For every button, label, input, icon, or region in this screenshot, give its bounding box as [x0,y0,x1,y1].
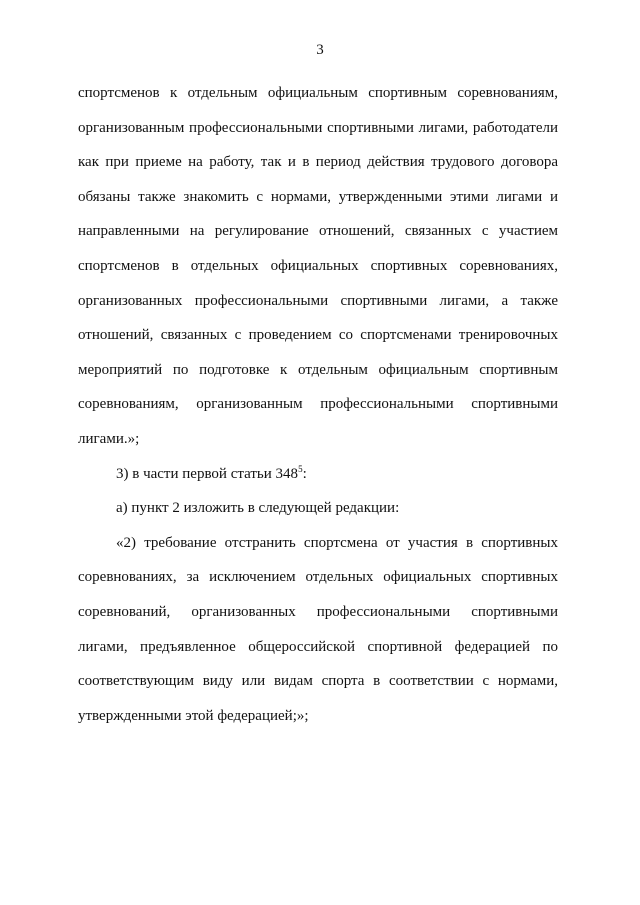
paragraph-quoted-clause: «2) требование отстранить спортсмена от участия в спортивных соревнованиях, за исключением отдельных официальных спортивных соревнований, организованных профессиональными спортивными лигами, предъявленное общероссийской спортивной федерацией по соответствующим виду или видам спорта в соответствии с нормами, утвержденными этой федерацией;»; [78,534,558,724]
paragraph-subitem-a: а) пункт 2 изложить в следующей редакции: [116,500,400,517]
article-superscript: 5 [298,463,303,474]
item-3-suffix: : [302,465,307,482]
document-body [78,76,558,733]
item-3-text: 3) в части первой статьи 348 [116,465,299,482]
paragraph-continuation: спортсменов к отдельным официальным спортивным соревнованиям, организованным профессиональными спортивными лигами, работодатели как при приеме на работу, так и в период действия трудового договора обязаны также знакомить с нормами, утвержденными этими лигами и направленными на регулирование отношений, связанных с участием спортсменов в отдельных официальных спортивных соревнованиях, организованных профессиональными спортивными лигами, а также отношений, связанных с проведением со спортсменами тренировочных мероприятий по подготовке к отдельным официальным спортивным соревнованиям, организованным профессиональными спортивными лигами.»; [78,85,558,447]
page-number: 3 [316,42,324,58]
paragraph-item-3 [78,457,558,492]
